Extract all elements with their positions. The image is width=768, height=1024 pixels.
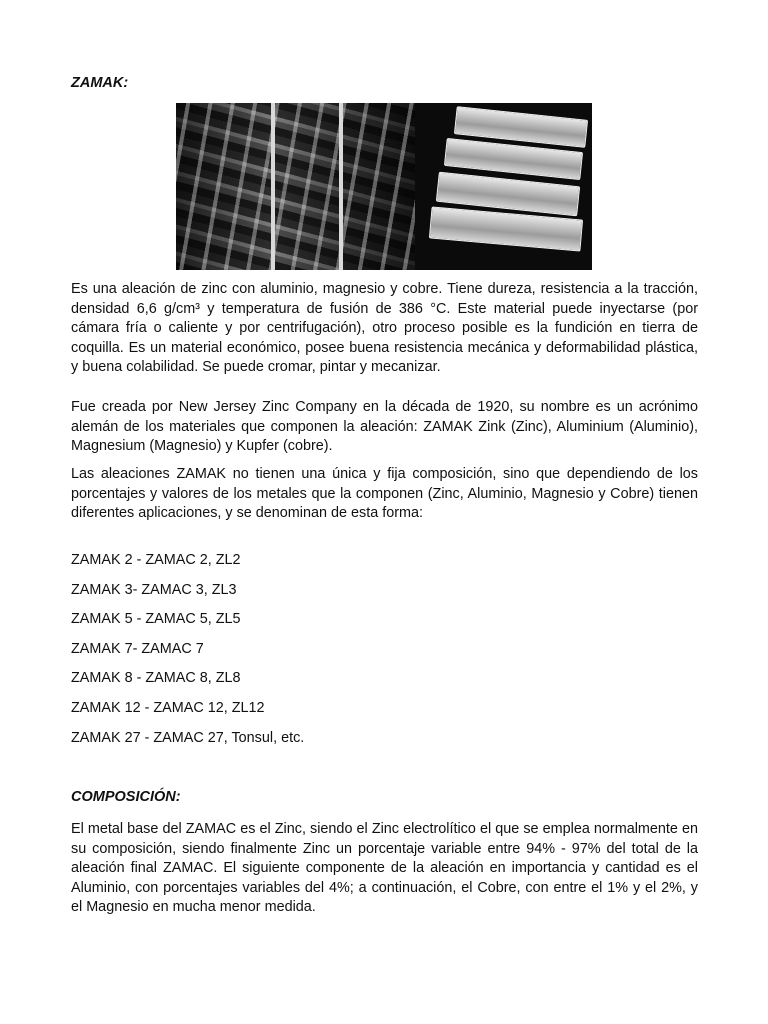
variants-paragraph: Las aleaciones ZAMAK no tienen una única y fija composición, sino que dependiendo de los porcentajes y valores de los metales que la componen (Zinc, Aluminio, Magnesio y Cobre) tienen diferentes aplicaciones, y se denominan de esta forma: — [71, 466, 698, 521]
composition-paragraph: El metal base del ZAMAC es el Zinc, siendo el Zinc electrolítico el que se emplea normalmente en su composición, siendo finalmente Zinc un porcentaje variable entre 94% - 97% del total de la aleación final ZAMAC. El siguiente componente de la aleación en importancia y cantidad es el Aluminio, con porcentajes variables del 4%; a continuación, el Cobre, con entre el 1% y el 2%, y el Magnesio en mucha menor medida. — [71, 821, 698, 915]
list-item: ZAMAK 7- ZAMAC 7 — [71, 640, 204, 657]
list-item: ZAMAK 27 - ZAMAC 27, Tonsul, etc. — [71, 729, 305, 746]
alloy-list — [71, 551, 304, 758]
origin-paragraph: Fue creada por New Jersey Zinc Company en la década de 1920, su nombre es un acrónimo alemán de los materiales que componen la aleación: ZAMAK Zink (Zinc), Aluminium (Aluminio), Magnesium (Magnesio) y Kupfer (cobre). — [71, 399, 698, 454]
list-item: ZAMAK 12 - ZAMAC 12, ZL12 — [71, 699, 265, 716]
list-item: ZAMAK 2 - ZAMAC 2, ZL2 — [71, 552, 241, 568]
ingot-closeup-image — [415, 103, 592, 270]
composition-heading: COMPOSICIÓN: — [71, 789, 181, 805]
page-title: ZAMAK: — [71, 75, 129, 91]
rack-post — [339, 103, 343, 270]
intro-paragraph: Es una aleación de zinc con aluminio, magnesio y cobre. Tiene dureza, resistencia a la tracción, densidad 6,6 g/cm³ y temperatura de fusión de 386 °C. Este material puede inyectarse (por cámara fría o caliente y por centrifugación), otro proceso posible es la fundición en tierra de coquilla. Es un material económico, posee buena resistencia mecánica y deformabilidad plástica, y buena colabilidad. Se puede cromar, pintar y mecanizar. — [71, 281, 698, 375]
ingot-stack-image — [176, 103, 415, 270]
zamak-ingots-photo — [176, 103, 592, 270]
list-item: ZAMAK 5 - ZAMAC 5, ZL5 — [71, 611, 241, 628]
rack-post — [271, 103, 275, 270]
list-item: ZAMAK 8 - ZAMAC 8, ZL8 — [71, 670, 241, 687]
list-item: ZAMAK 3- ZAMAC 3, ZL3 — [71, 581, 237, 598]
